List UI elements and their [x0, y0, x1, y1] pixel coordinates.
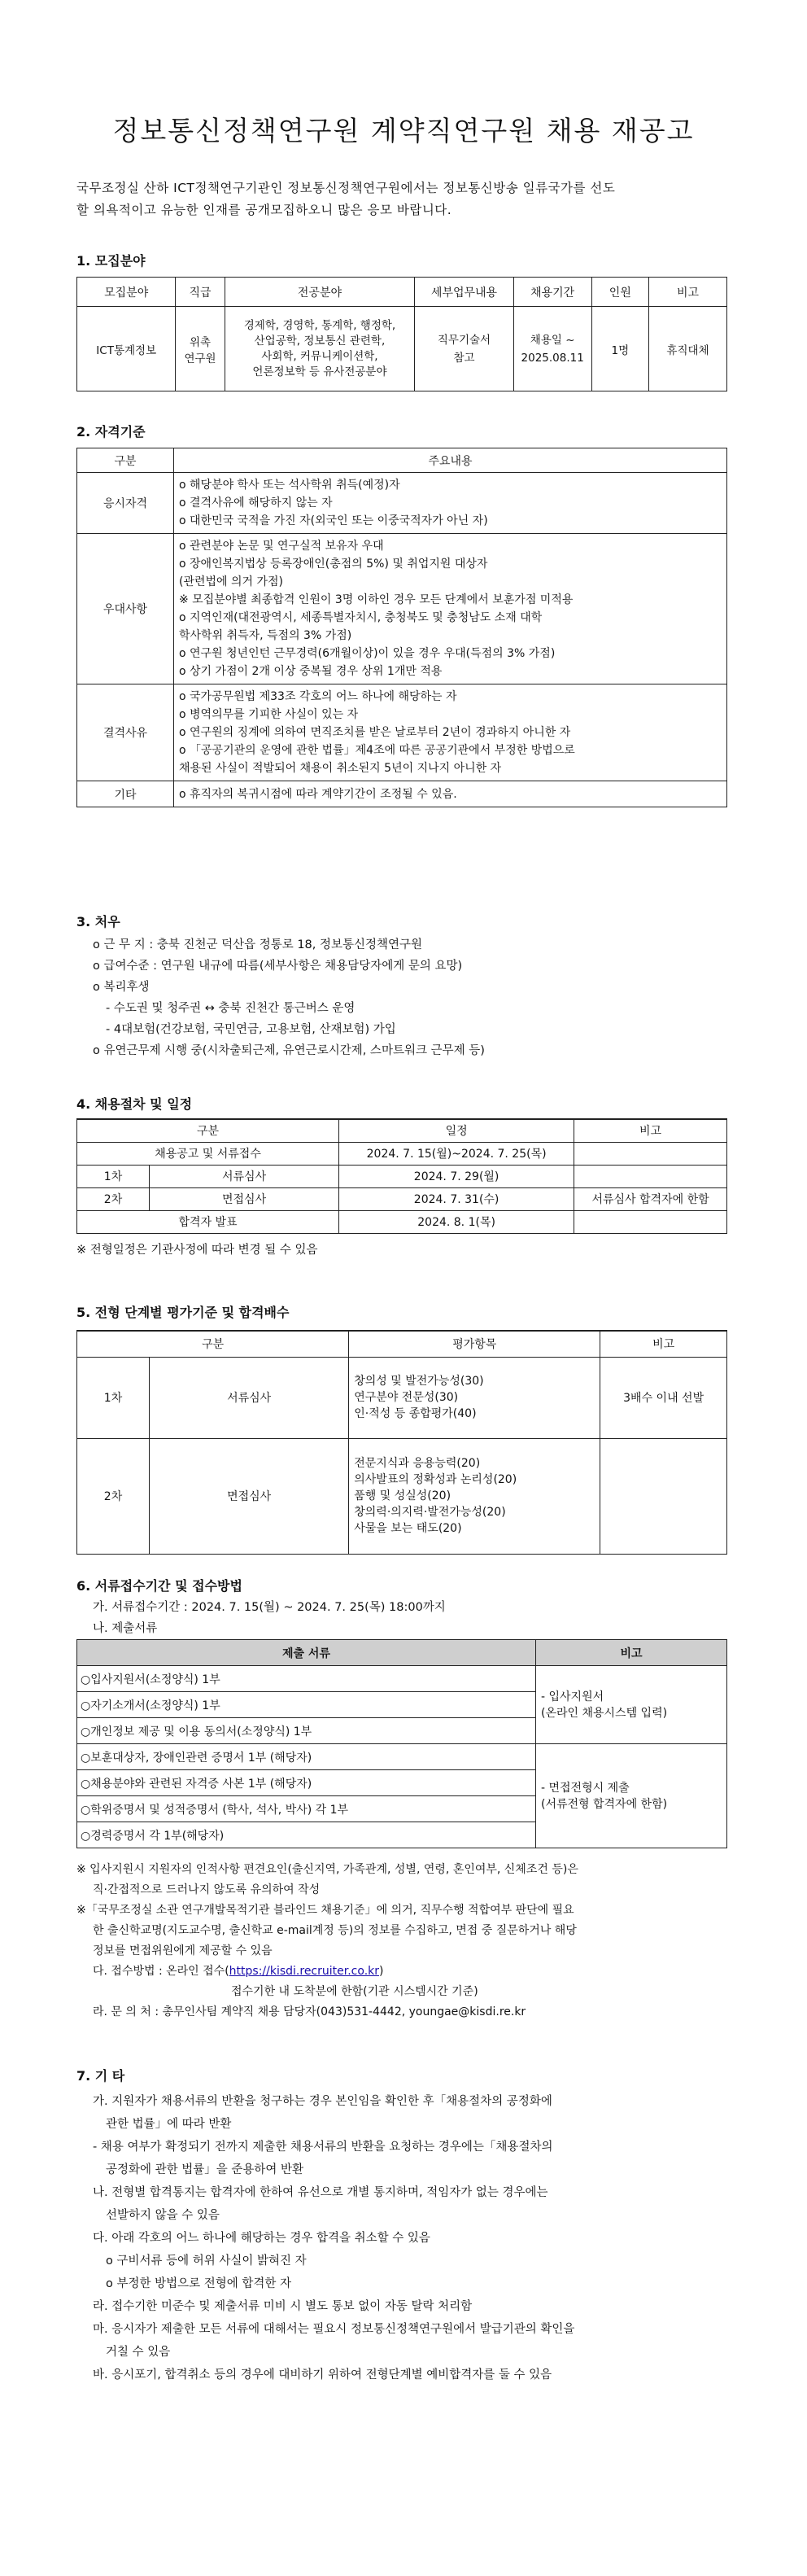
section-2-heading: 2. 자격기준	[76, 424, 146, 440]
col-header: 비고	[536, 1640, 727, 1666]
intro-line: 국무조정실 산하 ICT정책연구기관인 정보통신정책연구원에서는 정보통신방송 일류국가를 선도	[76, 181, 616, 195]
cell-note	[600, 1438, 727, 1554]
section-6-heading: 6. 서류접수기간 및 접수방법	[76, 1578, 242, 1594]
list-item: o 대한민국 국적을 가진 자(외국인 또는 이중국적자가 아닌 자)	[179, 514, 488, 527]
evaluation-table	[76, 1330, 727, 1555]
cell-note: 서류심사 합격자에 한함	[574, 1187, 727, 1210]
cell-line: 참고	[453, 351, 475, 365]
list-item: o 해당분야 학사 또는 석사학위 취득(예정)자	[179, 479, 400, 492]
list-item: o 결격사유에 해당하지 않는 자	[179, 496, 333, 510]
table-row	[77, 1187, 727, 1210]
cell-name: 서류심사	[150, 1357, 349, 1438]
cell-name: 면접심사	[150, 1438, 349, 1554]
eval-item: 사물을 보는 태도(20)	[354, 1522, 462, 1535]
col-header: 세부업무내용	[415, 278, 513, 307]
table-header-row	[77, 278, 727, 307]
misc-line: 다. 아래 각호의 어느 하나에 해당하는 경우 합격을 취소할 수 있음	[93, 2232, 430, 2245]
col-header: 구분	[77, 1331, 349, 1357]
cell-line: 언론정보학 등 유사전공분야	[252, 365, 387, 378]
list-item: o 지역인재(대전광역시, 세종특별자치시, 충청북도 및 충청남도 소재 대학	[179, 611, 543, 624]
table-header-row	[77, 448, 727, 473]
list-item: o 장애인복지법상 등록장애인(총점의 5%) 및 취업지원 대상자	[179, 558, 488, 571]
note-line: ※ 입사지원시 지원자의 인적사항 편견요인(출신지역, 가족관계, 성별, 연령, 혼인여부, 신체조건 등)은	[76, 1863, 578, 1876]
doc-item: ○입사지원서(소정양식) 1부	[77, 1666, 536, 1692]
benefits-block	[76, 934, 727, 1061]
row-content	[174, 473, 727, 534]
schedule-note	[76, 1240, 727, 1261]
list-item: 학사학위 취득자, 득점의 3% 가점)	[179, 629, 352, 642]
benefit-line: - 수도권 및 청주권 ↔ 충북 진천간 통근버스 운영	[106, 1002, 356, 1015]
table-row	[77, 1744, 727, 1770]
misc-line: o 부정한 방법으로 전형에 합격한 자	[106, 2277, 292, 2290]
col-header: 평가항목	[349, 1331, 600, 1357]
misc-line: 선발하지 않을 수 있음	[106, 2209, 220, 2222]
method-prefix: 다. 접수방법 : 온라인 접수(	[93, 1965, 229, 1978]
cell-line: 경제학, 경영학, 통계학, 행정학,	[243, 318, 396, 332]
misc-line: 라. 접수기한 미준수 및 제출서류 미비 시 별도 통보 없이 자동 탈락 처리함	[93, 2300, 473, 2313]
recruitment-field-table	[76, 277, 727, 391]
section-7-heading: 7. 기 타	[76, 2068, 125, 2084]
eval-item: 품행 및 성실성(20)	[354, 1489, 451, 1502]
cell-note: 3배수 이내 선발	[600, 1357, 727, 1438]
cell-major	[225, 307, 415, 391]
misc-line: 마. 응시자가 제출한 모든 서류에 대해서는 필요시 정보통신정책연구원에서 발급기관의 확인을	[93, 2323, 575, 2336]
list-item: o 상기 가점이 2개 이상 중복될 경우 상위 1개만 적용	[179, 665, 443, 678]
row-label: 응시자격	[77, 473, 174, 534]
cell-date: 2024. 7. 29(월)	[339, 1165, 574, 1187]
table-row	[77, 781, 727, 807]
cell-note	[574, 1165, 727, 1187]
intro-line: 할 의욕적이고 유능한 인재를 공개모집하오니 많은 응모 바랍니다.	[76, 203, 452, 217]
misc-line: 바. 응시포기, 합격취소 등의 경우에 대비하기 위하여 전형단계별 예비합격자를 둘 수 있음	[93, 2368, 552, 2381]
qualification-table	[76, 448, 727, 807]
list-item: 채용된 사실이 적발되어 채용이 취소된지 5년이 지나지 아니한 자	[179, 762, 502, 775]
cell-note: 휴직대체	[649, 307, 727, 391]
misc-line: - 채용 여부가 확정되기 전까지 제출한 채용서류의 반환을 요청하는 경우에는「채용절차의	[93, 2141, 553, 2154]
intro-paragraph	[76, 177, 727, 221]
note-line: - 면접전형시 제출	[541, 1781, 630, 1795]
col-header: 인원	[591, 278, 648, 307]
cell-period	[513, 307, 591, 391]
doc-item: ○보훈대상자, 장애인관련 증명서 1부 (해당자)	[77, 1744, 536, 1770]
misc-line: 관한 법률」에 따라 반환	[106, 2118, 232, 2131]
eval-item: 창의성 및 발전가능성(30)	[354, 1375, 484, 1388]
cell-name: 면접심사	[150, 1187, 339, 1210]
col-header: 직급	[176, 278, 225, 307]
table-header-row	[77, 1331, 727, 1357]
documents-table	[76, 1639, 727, 1848]
cell-step: 1차	[77, 1165, 150, 1187]
cell-step: 2차	[77, 1187, 150, 1210]
section-4-heading: 4. 채용절차 및 일정	[76, 1096, 193, 1112]
doc-item: ○개인정보 제공 및 이용 동의서(소정양식) 1부	[77, 1718, 536, 1744]
list-item: o 「공공기관의 운영에 관한 법률」제4조에 따른 공공기관에서 부정한 방법으로	[179, 744, 575, 757]
eval-item: 연구분야 전문성(30)	[354, 1391, 459, 1404]
row-label: 기타	[77, 781, 174, 807]
misc-line: 공정화에 관한 법률」을 준용하여 반환	[106, 2163, 304, 2176]
cell-step: 1차	[77, 1357, 150, 1438]
cell-duty	[415, 307, 513, 391]
misc-line: 거칠 수 있음	[106, 2346, 171, 2359]
table-row	[77, 1666, 727, 1692]
cell-name: 채용공고 및 서류접수	[77, 1142, 339, 1165]
doc-note-b	[536, 1744, 727, 1848]
col-header: 구분	[77, 1119, 339, 1142]
misc-block	[76, 2090, 727, 2386]
table-row	[77, 1210, 727, 1233]
doc-item: ○경력증명서 각 1부(해당자)	[77, 1822, 536, 1848]
note-line: ※ 전형일정은 기관사정에 따라 변경 될 수 있음	[76, 1244, 318, 1257]
doc-item: ○학위증명서 및 성적증명서 (학사, 석사, 박사) 각 1부	[77, 1796, 536, 1822]
row-label: 우대사항	[77, 534, 174, 684]
cell-name: 합격자 발표	[77, 1210, 339, 1233]
cell-grade	[176, 307, 225, 391]
col-header: 전공분야	[225, 278, 415, 307]
list-item: ※ 모집분야별 최종합격 인원이 3명 이하인 경우 모든 단계에서 보훈가점 미적용	[179, 593, 574, 606]
section-1-heading: 1. 모집분야	[76, 253, 146, 269]
doc-item: ○채용분야와 관련된 자격증 사본 1부 (해당자)	[77, 1770, 536, 1796]
section-5-heading: 5. 전형 단계별 평가기준 및 합격배수	[76, 1305, 290, 1320]
cell-date: 2024. 7. 15(월)~2024. 7. 25(목)	[339, 1142, 574, 1165]
row-content	[174, 534, 727, 684]
col-header: 비고	[574, 1119, 727, 1142]
row-content	[174, 684, 727, 781]
cell-line: 산업공학, 정보통신 관련학,	[254, 334, 386, 348]
cell-items	[349, 1357, 600, 1438]
table-row	[77, 1357, 727, 1438]
submission-info	[76, 1597, 727, 1639]
col-header: 주요내용	[174, 448, 727, 473]
eval-item: 전문지식과 응용능력(20)	[354, 1457, 481, 1470]
table-row	[77, 307, 727, 391]
misc-line: 나. 전형별 합격통지는 합격자에 한하여 유선으로 개별 통지하며, 적임자가 없는 경우에는	[93, 2186, 548, 2199]
cell-date: 2024. 8. 1(목)	[339, 1210, 574, 1233]
cell-field: ICT통계정보	[77, 307, 176, 391]
cell-line: 위촉	[189, 335, 212, 349]
col-header: 모집분야	[77, 278, 176, 307]
page-title: 정보통신정책연구원 계약직연구원 채용 재공고	[112, 115, 695, 147]
table-row	[77, 1438, 727, 1554]
row-content	[174, 781, 727, 807]
eval-item: 의사발표의 정확성과 논리성(20)	[354, 1473, 517, 1486]
list-item: (관련법에 의거 가점)	[179, 575, 284, 588]
col-header: 비고	[600, 1331, 727, 1357]
table-row	[77, 1165, 727, 1187]
cell-step: 2차	[77, 1438, 150, 1554]
col-header: 비고	[649, 278, 727, 307]
table-header-row	[77, 1640, 727, 1666]
col-header: 구분	[77, 448, 174, 473]
doc-item: ○자기소개서(소정양식) 1부	[77, 1692, 536, 1718]
note-line: (서류전형 합격자에 한함)	[541, 1797, 668, 1811]
cell-items	[349, 1438, 600, 1554]
note-line: ※「국무조정실 소관 연구개발목적기관 블라인드 채용기준」에 의거, 직무수행 적합여부 판단에 필요	[76, 1904, 574, 1917]
eval-item: 창의력·의지력·발전가능성(20)	[354, 1506, 506, 1519]
list-item: o 연구원의 징계에 의하여 면직조치를 받은 날로부터 2년이 경과하지 아니한 자	[179, 726, 571, 739]
note-line: (온라인 채용시스템 입력)	[541, 1706, 668, 1720]
cell-date: 2024. 7. 31(수)	[339, 1187, 574, 1210]
method-line	[76, 1962, 727, 1982]
list-item: o 휴직자의 복귀시점에 따라 계약기간이 조정될 수 있음.	[179, 787, 457, 801]
cell-line: 직무기술서	[437, 333, 491, 347]
cell-note	[574, 1210, 727, 1233]
doc-note-a	[536, 1666, 727, 1744]
row-label: 결격사유	[77, 684, 174, 781]
table-header-row	[77, 1119, 727, 1142]
contact-line: 라. 문 의 처 : 총무인사팀 계약직 채용 담당자(043)531-4442, youngae@kisdi.re.kr	[93, 2005, 526, 2018]
table-row	[77, 473, 727, 534]
note-line: 정보를 면접위원에게 제공할 수 있음	[93, 1944, 273, 1957]
cell-line: 채용일 ~	[530, 333, 575, 347]
misc-line: o 구비서류 등에 허위 사실이 밝혀진 자	[106, 2255, 307, 2268]
benefit-line: o 유연근무제 시행 중(시차출퇴근제, 유연근로시간제, 스마트워크 근무제 등)	[93, 1044, 485, 1057]
misc-line: 가. 지원자가 채용서류의 반환을 청구하는 경우 본인임을 확인한 후「채용절차의 공정화에	[93, 2095, 552, 2108]
cell-line: 연구원	[184, 352, 216, 365]
benefit-line: o 근 무 지 : 충북 진천군 덕산읍 정통로 18, 정보통신정책연구원	[93, 938, 423, 951]
table-row	[77, 1142, 727, 1165]
eval-item: 인·적성 등 종합평가(40)	[354, 1407, 477, 1420]
col-header: 일정	[339, 1119, 574, 1142]
cell-line: 사회학, 커뮤니케이션학,	[261, 349, 378, 363]
table-row	[77, 684, 727, 781]
table-row	[77, 534, 727, 684]
recruit-site-link[interactable]: https://kisdi.recruiter.co.kr	[229, 1965, 380, 1978]
note-line: 직·간접적으로 드러나지 않도록 유의하여 작성	[93, 1883, 321, 1896]
section-3-heading: 3. 처우	[76, 914, 120, 929]
note-line: 한 출신학교명(지도교수명, 출신학교 e-mail계정 등)의 정보를 수집하고, 면접 중 질문하거나 해당	[93, 1924, 577, 1937]
list-item: o 병역의무를 기피한 사실이 있는 자	[179, 708, 359, 721]
deadline-line: 접수기한 내 도착분에 한함(기관 시스템시간 기준)	[231, 1985, 478, 1998]
benefit-line: o 복리후생	[93, 981, 150, 994]
cell-line: 2025.08.11	[521, 351, 584, 365]
cell-note	[574, 1142, 727, 1165]
cell-count: 1명	[591, 307, 648, 391]
list-item: o 국가공무원법 제33조 각호의 어느 하나에 해당하는 자	[179, 690, 457, 703]
col-header: 채용기간	[513, 278, 591, 307]
note-line: - 입사지원서	[541, 1690, 604, 1703]
benefit-line: - 4대보험(건강보험, 국민연금, 고용보험, 산재보험) 가입	[106, 1023, 396, 1036]
period-line: 가. 서류접수기간 : 2024. 7. 15(월) ~ 2024. 7. 25(목) 18:00까지	[93, 1601, 446, 1614]
list-item: o 관련분야 논문 및 연구실적 보유자 우대	[179, 540, 384, 553]
list-item: o 연구원 청년인턴 근무경력(6개월이상)이 있을 경우 우대(득점의 3% 가점)	[179, 647, 556, 660]
schedule-table	[76, 1118, 727, 1234]
docs-label: 나. 제출서류	[93, 1622, 158, 1635]
col-header: 제출 서류	[77, 1640, 536, 1666]
submission-notes	[76, 1860, 727, 2023]
cell-name: 서류심사	[150, 1165, 339, 1187]
method-suffix: )	[379, 1965, 384, 1978]
benefit-line: o 급여수준 : 연구원 내규에 따름(세부사항은 채용담당자에게 문의 요망)	[93, 960, 463, 973]
